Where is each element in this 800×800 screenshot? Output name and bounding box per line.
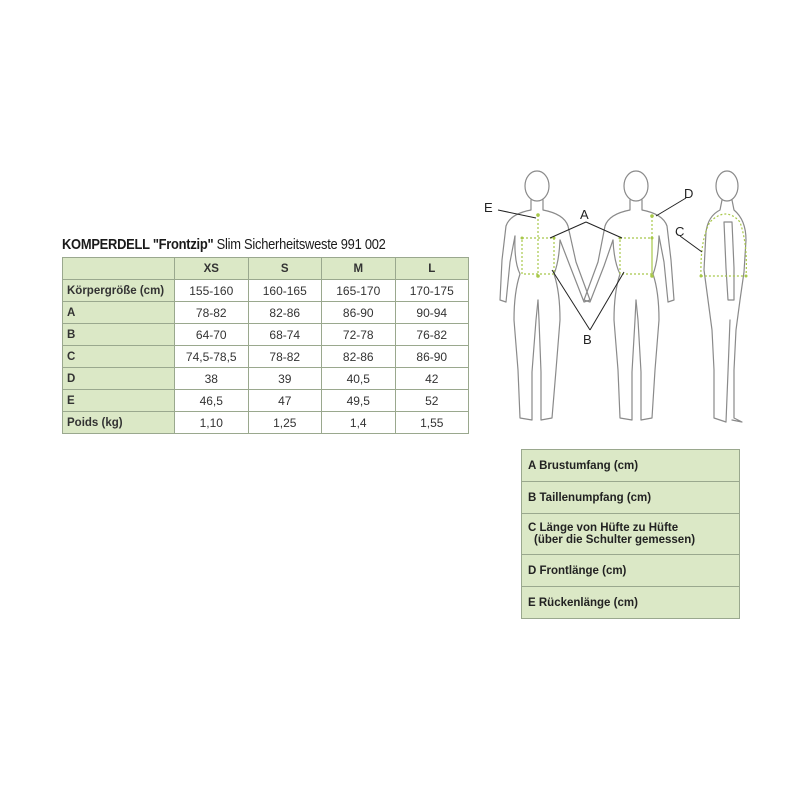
table-row bbox=[63, 280, 469, 302]
table-row bbox=[63, 324, 469, 346]
legend-item-text: D Frontlänge (cm) bbox=[528, 564, 627, 577]
legend-row bbox=[522, 482, 740, 514]
table-cell: 165-170 bbox=[322, 280, 396, 302]
table-row bbox=[63, 390, 469, 412]
table-cell: 78-82 bbox=[175, 302, 249, 324]
table-corner-cell bbox=[63, 258, 175, 280]
title-product: KOMPERDELL "Frontzip" bbox=[62, 236, 214, 253]
table-cell: 38 bbox=[175, 368, 249, 390]
table-cell: 78-82 bbox=[248, 346, 322, 368]
table-cell: 1,55 bbox=[395, 412, 469, 434]
legend-item-text: A Brustumfang (cm) bbox=[528, 459, 639, 472]
table-cell: 1,25 bbox=[248, 412, 322, 434]
size-table bbox=[62, 257, 469, 434]
table-row bbox=[63, 302, 469, 324]
table-cell: 1,4 bbox=[322, 412, 396, 434]
side-figure bbox=[704, 171, 746, 422]
table-cell: 86-90 bbox=[322, 302, 396, 324]
measurement-legend bbox=[521, 449, 740, 619]
legend-row bbox=[522, 514, 740, 555]
row-label: B bbox=[63, 324, 175, 346]
table-cell: 49,5 bbox=[322, 390, 396, 412]
legend-item-text: E Rückenlänge (cm) bbox=[528, 596, 638, 609]
table-cell: 46,5 bbox=[175, 390, 249, 412]
table-cell: 86-90 bbox=[395, 346, 469, 368]
row-label: D bbox=[63, 368, 175, 390]
column-header: S bbox=[248, 258, 322, 280]
row-label: Körpergröße (cm) bbox=[63, 280, 175, 302]
column-header: M bbox=[322, 258, 396, 280]
label-c: C bbox=[675, 224, 685, 239]
row-label: Poids (kg) bbox=[63, 412, 175, 434]
legend-item bbox=[522, 555, 740, 587]
table-cell: 170-175 bbox=[395, 280, 469, 302]
table-cell: 76-82 bbox=[395, 324, 469, 346]
table-row bbox=[63, 412, 469, 434]
table-cell: 90-94 bbox=[395, 302, 469, 324]
table-cell: 68-74 bbox=[248, 324, 322, 346]
row-label: C bbox=[63, 346, 175, 368]
table-row bbox=[63, 346, 469, 368]
front-figure-left bbox=[500, 171, 590, 420]
row-label: A bbox=[63, 302, 175, 324]
table-cell: 160-165 bbox=[248, 280, 322, 302]
body-measurement-diagram bbox=[470, 160, 770, 435]
table-cell: 1,10 bbox=[175, 412, 249, 434]
legend-item-text: C Länge von Hüfte zu Hüfte bbox=[528, 522, 679, 534]
label-e: E bbox=[484, 200, 493, 215]
front-figure-right bbox=[584, 171, 674, 420]
column-header: L bbox=[395, 258, 469, 280]
measurement-markers bbox=[521, 213, 748, 278]
column-header: XS bbox=[175, 258, 249, 280]
table-cell: 74,5-78,5 bbox=[175, 346, 249, 368]
legend-item bbox=[522, 450, 740, 482]
row-label: E bbox=[63, 390, 175, 412]
table-cell: 40,5 bbox=[322, 368, 396, 390]
legend-row bbox=[522, 587, 740, 619]
legend-item bbox=[522, 514, 740, 555]
size-table-header-row bbox=[63, 258, 469, 280]
page-title bbox=[62, 236, 386, 253]
measurement-lines bbox=[522, 214, 746, 276]
label-a: A bbox=[580, 207, 589, 222]
table-cell: 82-86 bbox=[248, 302, 322, 324]
table-cell: 64-70 bbox=[175, 324, 249, 346]
table-cell: 39 bbox=[248, 368, 322, 390]
table-cell: 82-86 bbox=[322, 346, 396, 368]
label-d: D bbox=[684, 186, 694, 201]
legend-row bbox=[522, 555, 740, 587]
table-cell: 52 bbox=[395, 390, 469, 412]
legend-item bbox=[522, 482, 740, 514]
table-cell: 72-78 bbox=[322, 324, 396, 346]
legend-row bbox=[522, 450, 740, 482]
table-row bbox=[63, 368, 469, 390]
title-description: Slim Sicherheitsweste 991 002 bbox=[213, 236, 386, 253]
label-b: B bbox=[583, 332, 592, 347]
legend-item-text: B Taillenumpfang (cm) bbox=[528, 491, 652, 504]
table-cell: 42 bbox=[395, 368, 469, 390]
legend-item bbox=[522, 587, 740, 619]
table-cell: 47 bbox=[248, 390, 322, 412]
legend-item-subtext: (über die Schulter gemessen) bbox=[534, 534, 696, 546]
table-cell: 155-160 bbox=[175, 280, 249, 302]
